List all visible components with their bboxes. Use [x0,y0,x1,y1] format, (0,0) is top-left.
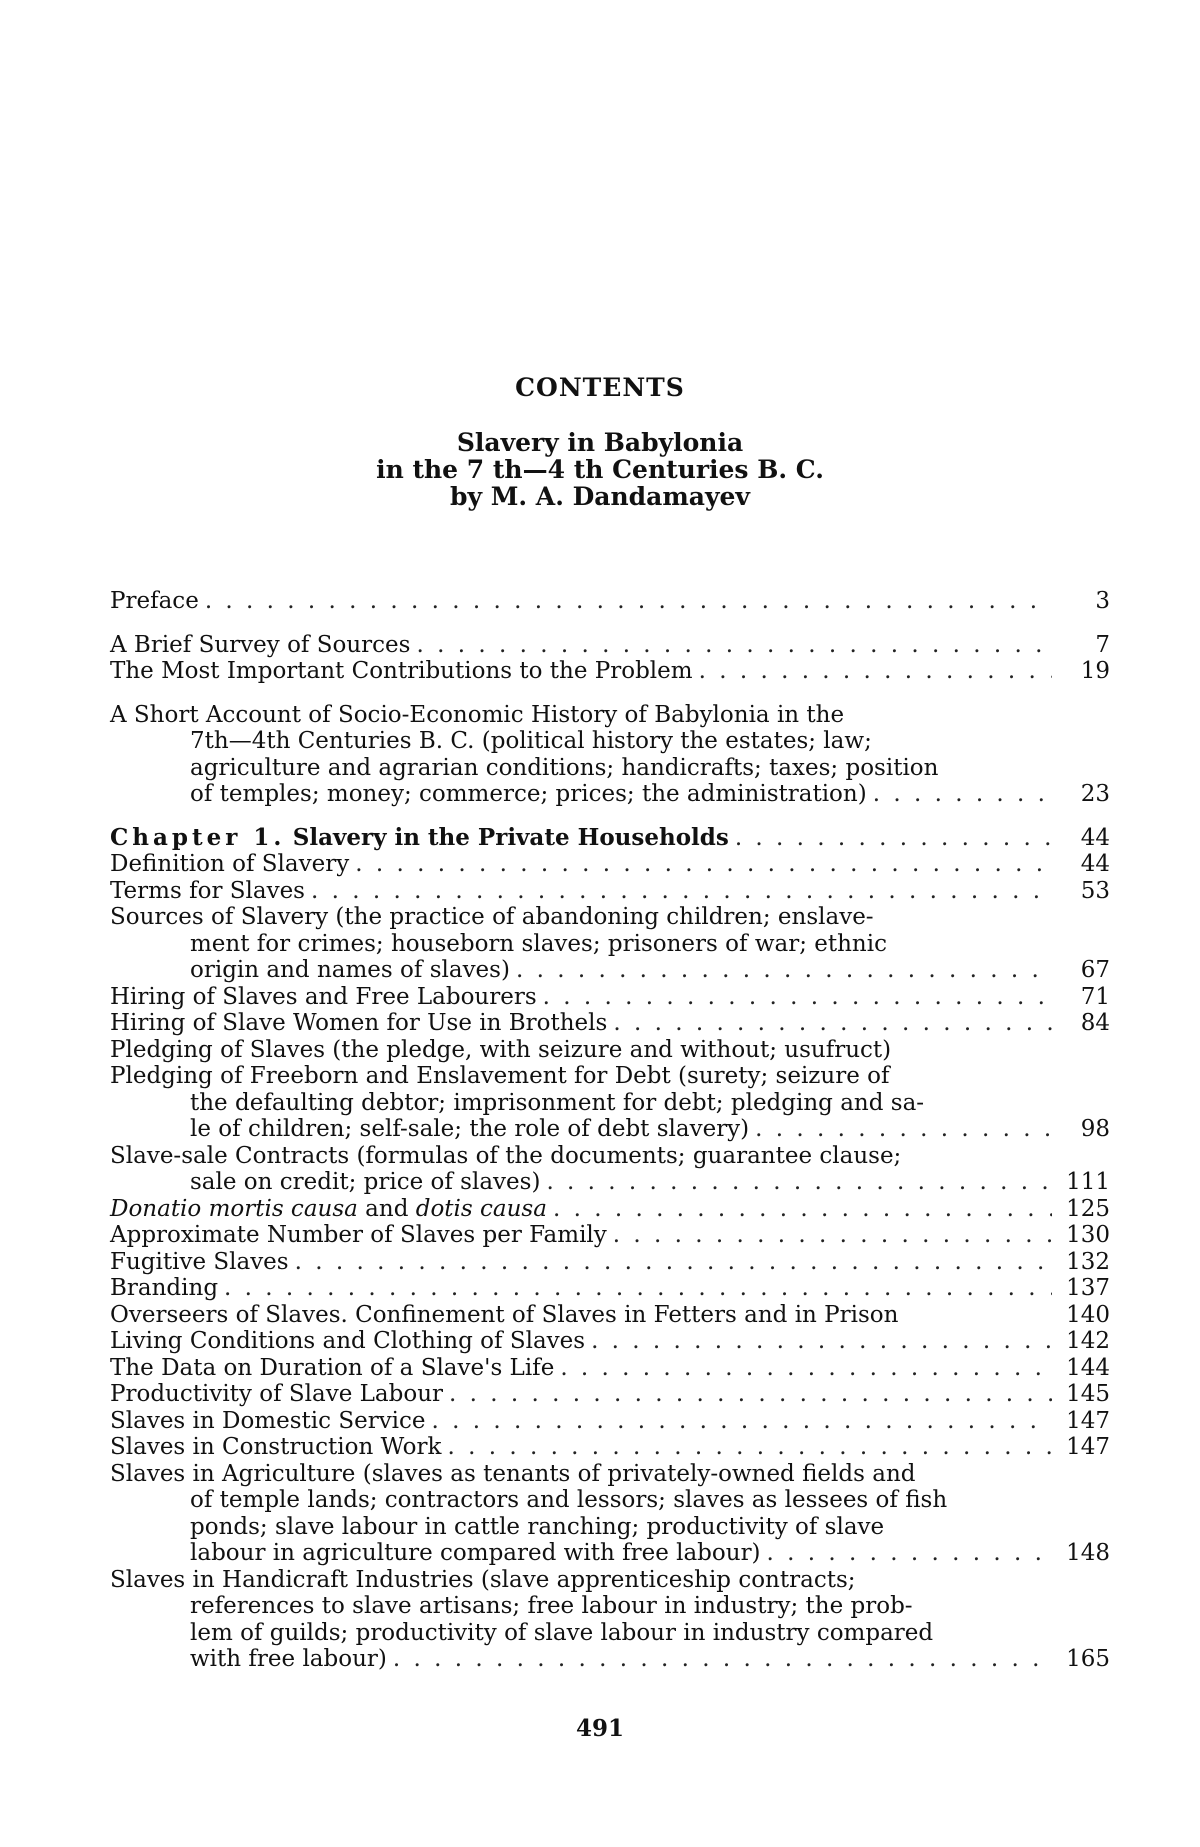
toc-page-number: 144 [1066,1354,1110,1381]
toc-entry-agriculture [110,1461,1110,1567]
toc-entry-handicraft [110,1567,1110,1673]
toc-page-number: 147 [1066,1434,1110,1460]
dot-leader [349,851,1052,878]
toc-entry-title: A Brief Survey of Sources [110,631,411,658]
latin-term: Donatio mortis causa [110,1195,358,1222]
toc-entry-line: origin and names of slaves) [190,957,510,983]
toc-page-number: 84 [1080,1010,1110,1036]
toc-entry-slave-sale [110,1143,1110,1196]
dot-leader [554,1355,1052,1382]
toc-entry-line: Slaves in Handicraft Industries (slave apprenticeship contracts; [110,1566,856,1593]
toc-entry-hiring-free [110,984,1110,1011]
toc-entry-title: Terms for Slaves [110,877,305,904]
toc-entry-line: le of children; self-sale; the role of debt slavery) [190,1116,750,1142]
toc-entry-title: Fugitive Slaves [110,1248,289,1275]
latin-term: dotis causa [415,1195,547,1222]
toc-entry-line: ponds; slave labour in cattle ranching; productivity of slave [190,1513,885,1540]
toc-page-number: 165 [1066,1646,1110,1672]
toc-entry-duration [110,1355,1110,1382]
dot-leader [693,658,1052,685]
toc-page-number: 125 [1066,1195,1110,1222]
chapter-label: Chapter 1. [110,823,286,851]
toc-entry-title: Pledging of Slaves (the pledge, with seizure and without; usufruct) [110,1036,892,1063]
toc-entry-line: agriculture and agrarian conditions; handicrafts; taxes; position [190,754,939,781]
dot-leader [305,878,1052,905]
dot-leader [510,957,1052,984]
toc-page-number: 140 [1066,1301,1110,1328]
table-of-contents [110,588,1110,1673]
toc-entry-overseers [110,1302,1110,1329]
toc-entry-line: references to slave artisans; free labour in industry; the prob- [190,1593,913,1619]
toc-entry-line: Slave-sale Contracts (formulas of the documents; guarantee clause; [110,1142,902,1169]
toc-page-number: 137 [1066,1275,1110,1301]
toc-page-number: 3 [1095,588,1110,614]
toc-entry-title: The Data on Duration of a Slave's Life [110,1354,555,1381]
toc-entry-title: Overseers of Slaves. Confinement of Slaves in Fetters and in Prison [110,1301,899,1328]
toc-entry-construction [110,1434,1110,1461]
toc-entry-line: A Short Account of Socio-Economic History of Babylonia in the [110,701,845,728]
toc-page-number: 111 [1066,1169,1110,1195]
toc-page-number [1052,1037,1110,1064]
book-title-line-1: Slavery in Babylonia [456,428,744,457]
toc-page-number: 98 [1080,1116,1110,1142]
toc-entry-title: Approximate Number of Slaves per Family [110,1222,607,1248]
toc-page-number: 71 [1080,983,1110,1010]
toc-entry-approximate-number [110,1222,1110,1249]
toc-entry-title: Living Conditions and Clothing of Slaves [110,1328,586,1354]
toc-page-number: 147 [1066,1407,1110,1434]
toc-entry-line: Pledging of Freeborn and Enslavement for Debt (surety; seizure of [110,1063,890,1089]
toc-entry-line: of temple lands; contractors and lessors; slaves as lessees of fish [190,1487,948,1513]
dot-leader [218,1275,1052,1302]
toc-entry-line: lem of guilds; productivity of slave labour in industry compared [190,1619,934,1646]
toc-entry-pledging-slaves [110,1037,1110,1064]
toc-entry-brief-survey [110,632,1110,659]
toc-entry-title: Branding [110,1275,219,1301]
toc-chapter-1 [110,825,1110,852]
conjunction: and [365,1195,409,1222]
dot-leader [289,1249,1052,1276]
dot-leader [547,1196,1052,1223]
toc-entry-terms [110,878,1110,905]
toc-entry-line: with free labour) [190,1646,387,1672]
toc-entry-donatio [110,1196,1110,1223]
dot-leader [537,984,1052,1011]
toc-entry-domestic [110,1408,1110,1435]
toc-entry-title: Preface [110,588,199,614]
toc-entry-fugitive [110,1249,1110,1276]
toc-entry-living-conditions [110,1328,1110,1355]
toc-entry-definition [110,851,1110,878]
toc-entry-line: labour in agriculture compared with free labour) [190,1540,761,1566]
dot-leader [426,1408,1052,1435]
dot-leader [199,588,1052,615]
contents-heading: CONTENTS [515,373,685,402]
toc-entry-line: ment for crimes; houseborn slaves; prisoners of war; ethnic [190,930,887,957]
dot-leader [867,781,1052,808]
toc-entry-line: Slaves in Agriculture (slaves as tenants of privately-owned fields and [110,1460,916,1487]
toc-page-number: 67 [1080,957,1110,983]
toc-page-number: 148 [1066,1540,1110,1566]
book-author: by M. A. Dandamayev [450,482,750,511]
toc-entry-line: the defaulting debtor; imprisonment for debt; pledging and sa- [190,1089,925,1116]
toc-entry-sources-of-slavery [110,904,1110,984]
dot-leader [410,632,1052,659]
dot-leader [749,1116,1052,1143]
toc-page-number: 7 [1095,631,1110,658]
book-title-line-2: in the 7 th—4 th Centuries B. C. [376,455,824,484]
toc-entry-title: Slaves in Domestic Service [110,1407,426,1434]
toc-page-number: 145 [1066,1381,1110,1407]
toc-entry-title: Definition of Slavery [110,851,350,877]
toc-entry-title: Productivity of Slave Labour [110,1381,444,1407]
toc-entry-hiring-women [110,1010,1110,1037]
toc-entry-title: Hiring of Slave Women for Use in Brothels [110,1010,608,1036]
toc-page-number: 132 [1066,1248,1110,1275]
toc-entry-pledging-freeborn [110,1063,1110,1143]
toc-page-number: 44 [1080,824,1110,851]
page-number: 491 [575,1715,624,1742]
toc-entry-contributions [110,658,1110,685]
dot-leader [729,825,1052,852]
toc-entry-title: The Most Important Contributions to the Problem [110,658,693,684]
toc-entry-line: sale on credit; price of slaves) [190,1169,541,1195]
toc-page-number: 23 [1080,781,1110,807]
toc-entry-title: Hiring of Slaves and Free Labourers [110,983,537,1010]
dot-leader [387,1646,1052,1673]
dot-leader [443,1381,1052,1408]
toc-page-number: 44 [1080,851,1110,877]
toc-entry-productivity [110,1381,1110,1408]
dot-leader [761,1540,1052,1567]
toc-entry-title: Slaves in Construction Work [110,1434,442,1460]
toc-page-number: 130 [1066,1222,1110,1248]
toc-page-number: 53 [1080,877,1110,904]
chapter-title: Slavery in the Private Households [292,823,729,851]
dot-leader [585,1328,1052,1355]
dot-leader [441,1434,1052,1461]
dot-leader [540,1169,1052,1196]
toc-entry-line: 7th—4th Centuries B. C. (political history the estates; law; [190,728,872,754]
toc-page-number: 142 [1066,1328,1110,1354]
toc-entry-branding [110,1275,1110,1302]
toc-page-number: 19 [1080,658,1110,684]
toc-entry-short-account [110,702,1110,808]
toc-entry-preface [110,588,1110,615]
dot-leader [607,1010,1052,1037]
dot-leader [607,1222,1052,1249]
toc-entry-line: of temples; money; commerce; prices; the administration) [190,781,867,807]
toc-entry-line: Sources of Slavery (the practice of abandoning children; enslave- [110,904,874,930]
